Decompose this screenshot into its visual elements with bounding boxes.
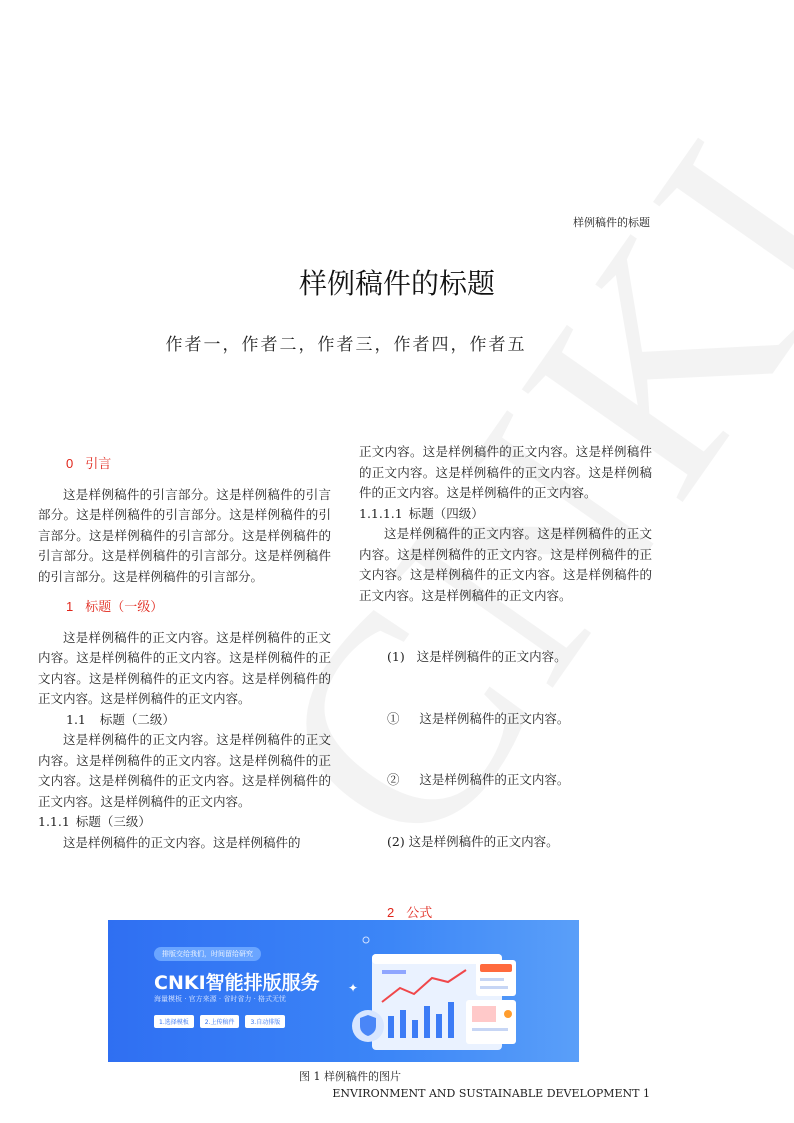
list-item: (1) 这是样例稿件的正文内容。 <box>387 649 567 664</box>
section-title: 标题（二级） <box>99 712 175 727</box>
banner-step: 1.选择模板 <box>154 1015 194 1028</box>
banner-tag: 排版交给我们，时间留给研究 <box>154 947 261 961</box>
section-number: 1.1.1.1 <box>359 505 403 521</box>
section-title: 标题（一级） <box>85 599 164 614</box>
section-heading-1-1-1-1 <box>359 504 652 525</box>
section-heading-1-1 <box>66 710 331 731</box>
body-paragraph: 这是样例稿件的正文内容。这是样例稿件的正文内容。这是样例稿件的正文内容。这是样例稿件的正文内容。这是样例稿件的正文内容。这是样例稿件的正文内容。这是样例稿件的正文内容。 <box>38 732 331 809</box>
section-number: 1 <box>66 599 74 614</box>
numbered-list <box>359 606 652 893</box>
section-title: 引言 <box>85 456 112 471</box>
svg-text:✦: ✦ <box>348 981 359 995</box>
list-item: ② 这是样例稿件的正文内容。 <box>387 772 570 787</box>
body-paragraph: 这是样例稿件的正文内容。这是样例稿件的正文内容。这是样例稿件的正文内容。这是样例稿件的正文内容。这是样例稿件的正文内容。这是样例稿件的正文内容。这是样例稿件的正文内容。 <box>359 526 652 603</box>
section-heading-1 <box>66 597 331 618</box>
body-paragraph: 这是样例稿件的正文内容。这是样例稿件的 <box>63 834 301 850</box>
left-column <box>38 450 331 853</box>
paper-title: 样例稿件的标题 <box>298 268 495 299</box>
banner-subtitle: 海量模板 · 官方来源 · 省时省力 · 格式无忧 <box>154 995 287 1003</box>
section-title: 公式 <box>406 905 433 920</box>
section-title: 标题（四级） <box>408 505 484 521</box>
banner-steps <box>154 1015 285 1028</box>
section-title: 标题（三级） <box>75 814 151 829</box>
section-number: 0 <box>66 456 74 471</box>
banner-step: 3.自动排版 <box>245 1015 285 1028</box>
running-header: 样例稿件的标题 <box>573 217 650 229</box>
banner-illustration <box>348 930 573 1060</box>
section-heading-1-1-1 <box>38 812 331 833</box>
body-paragraph-continued: 正文内容。这是样例稿件的正文内容。这是样例稿件的正文内容。这是样例稿件的正文内容。这是样例稿件的正文内容。这是样例稿件的正文内容。 <box>359 444 652 500</box>
author-list: 作者一，作者二，作者三，作者四，作者五 <box>165 335 527 355</box>
section-number: 2 <box>387 905 395 920</box>
intro-paragraph: 这是样例稿件的引言部分。这是样例稿件的引言部分。这是样例稿件的引言部分。这是样例稿件的引言部分。这是样例稿件的引言部分。这是样例稿件的引言部分。这是样例稿件的引言部分。这是样例稿件的引言部分。这是样例稿件的引言部分。 <box>38 486 331 584</box>
section-number: 1.1.1 <box>38 814 70 829</box>
banner-title: CNKI智能排版服务 <box>154 972 320 994</box>
section-number: 1.1 <box>66 711 86 727</box>
page-footer: ENVIRONMENT AND SUSTAINABLE DEVELOPMENT 1 <box>332 1087 650 1100</box>
figure-caption: 图 1 样例稿件的图片 <box>299 1070 401 1083</box>
section-heading-0 <box>66 454 331 475</box>
list-item: ① 这是样例稿件的正文内容。 <box>387 710 570 726</box>
list-item: (2) 这是样例稿件的正文内容。 <box>387 833 559 849</box>
banner-step: 2.上传稿件 <box>200 1015 240 1028</box>
figure-banner-image <box>108 920 579 1062</box>
body-paragraph: 这是样例稿件的正文内容。这是样例稿件的正文内容。这是样例稿件的正文内容。这是样例稿件的正文内容。这是样例稿件的正文内容。这是样例稿件的正文内容。这是样例稿件的正文内容。 <box>38 629 331 706</box>
